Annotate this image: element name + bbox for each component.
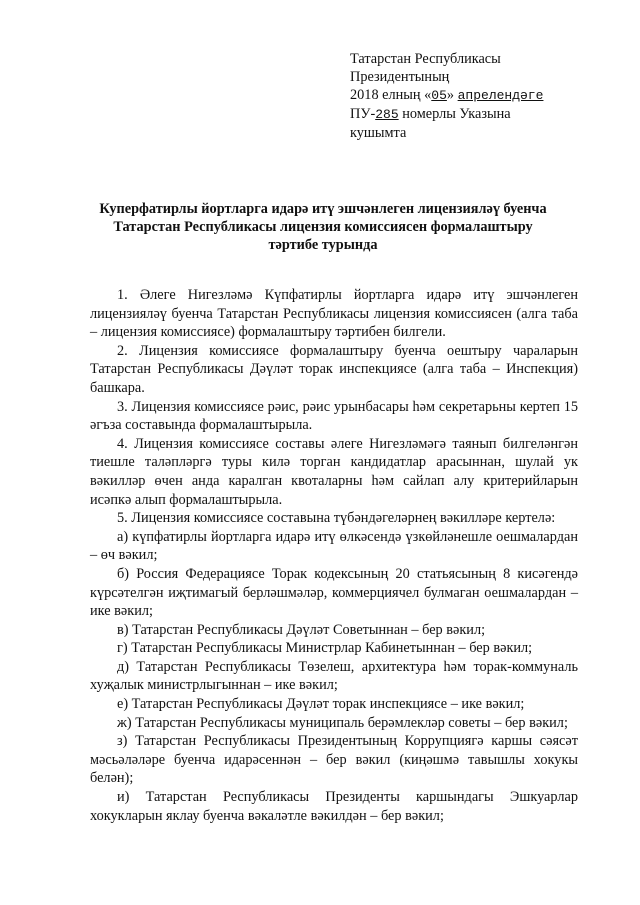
paragraph: д) Татарстан Республикасы Төзелеш, архитектура һәм торак-коммуналь хуҗалык министрлыгыннан – ике вәкил;: [90, 658, 578, 694]
paragraph: 4. Лицензия комиссиясе составы әлеге Нигезләмәгә таянып билгеләнгән тиешле таләпләргә туры килә торган кандидатлар арасыннан, шулай ук вәкилләр өчен анда каралган квоталарны һәм сайлап алу критерийларын исәпкә алып формалаштырыла.: [90, 435, 578, 508]
approval-number-prefix: ПУ-: [350, 106, 376, 122]
approval-day: 05: [431, 88, 447, 103]
approval-month: апрелендәге: [457, 88, 544, 103]
paragraph: 1. Әлеге Нигезләмә Күпфатирлы йортларга идарә итү эшчәнлеген лицензияләү буенча Татарстан Республикасы лицензия комиссиясен (алга таба – лицензия комиссиясе) формалаштыру тәртибен билгели.: [90, 287, 578, 341]
approval-block: [350, 50, 620, 142]
approval-number-suffix: номерлы Указына: [402, 106, 511, 122]
approval-day-close: »: [446, 87, 455, 103]
paragraph: г) Татарстан Республикасы Министрлар Кабинетыннан – бер вәкил;: [117, 640, 533, 657]
document-body: [90, 286, 578, 825]
approval-line-president: Президентының: [350, 69, 450, 85]
paragraph: б) Россия Федерациясе Торак кодексының 20 статьясының 8 кисәгендә күрсәтелгән иҗтимагый берләшмәләр, коммерциячел булмаган оешмалардан – ике вәкил;: [90, 565, 578, 620]
approval-number: 285: [375, 107, 399, 122]
approval-line-republic: Татарстан Республикасы: [350, 51, 501, 67]
paragraph: а) күпфатирлы йортларга идарә итү өлкәсендә үзкөйләнешле оешмалардан – өч вәкил;: [90, 528, 578, 564]
paragraph: ж) Татарстан Республикасы муниципаль берәмлекләр советы – бер вәкил;: [117, 714, 568, 731]
paragraph: з) Татарстан Республикасы Президентының Коррупциягә каршы сәясәт мәсьәләләре буенча идарәсеннән – бер вәкил (киңәшмә тавышлы хокукы белән);: [90, 733, 578, 787]
approval-line-number: [350, 105, 620, 124]
paragraph: е) Татарстан Республикасы Дәүләт торак инспекциясе – ике вәкил;: [117, 696, 525, 713]
paragraph: 2. Лицензия комиссиясе формалаштыру буенча оештыру чараларын Татарстан Республикасы Дәүләт торак инспекциясе (алга таба – Инспекция) башкара.: [90, 342, 578, 396]
approval-year-text: 2018 елның «: [350, 87, 432, 103]
paragraph: 3. Лицензия комиссиясе рәис, рәис урынбасары һәм секретарьны кертеп 15 әгъза составында формалаштырыла.: [90, 398, 578, 434]
paragraph: и) Татарстан Республикасы Президенты каршындагы Эшкуарлар хокукларын яклау буенча вәкаләтле вәкилдән – бер вәкил;: [90, 789, 578, 824]
approval-line-date: [350, 86, 620, 105]
paragraph: 5. Лицензия комиссиясе составына түбәндәгеләрнең вәкилләре кертелә:: [117, 510, 556, 527]
paragraph: в) Татарстан Республикасы Дәүләт Советыннан – бер вәкил;: [117, 621, 486, 638]
document-title: Куперфатирлы йортларга идарә итү эшчәнлеген лицензияләү буенча Татарстан Республикасы лицензия комиссиясен формалаштыру тәртибе турында: [99, 201, 547, 253]
approval-line-appendix: кушымта: [350, 125, 407, 141]
